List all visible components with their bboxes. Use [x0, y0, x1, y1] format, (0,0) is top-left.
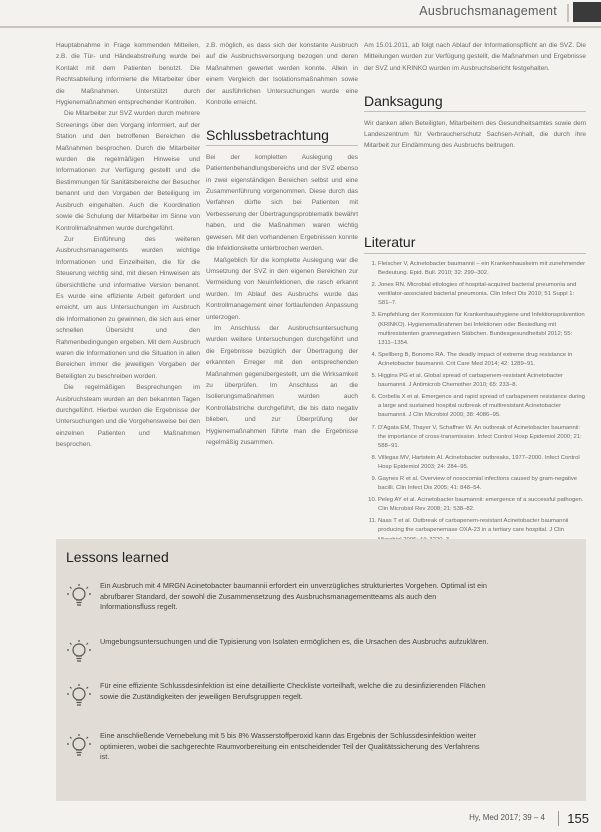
col1-paragraph: Die regelmäßigen Besprechungen im Ausbruchsteam wurden an den bekannten Tagen durchgeführt. Hierbei wurden die Ergebnisse der Untersuchungen und die Vorgehensweise bei den einzelnen Patienten und Maßnahmen besprochen. — [56, 384, 200, 449]
reference-item: 8. Villegas MV, Hartstein AI. Acinetobacter outbreaks, 1977–2000. Infect Control Hosp Epidemiol 2003; 24: 284–95. — [378, 454, 586, 472]
lightbulb-icon — [64, 581, 94, 611]
col1-paragraph: Zur Einführung des weiteren Ausbruchsmanagements wurden wichtige Informationen und Einzelheiten, die für die Steuerung wichtig sind, mit diesen Hinweisen als übersichtliche und informative Version benannt. Es wurde eine effiziente Arbeit gefordert und erreicht, um aus Untersuchungen im Ausbruch die Informationen zu gewinnen, die sich aus einer schnellen Übersicht und den Rahmenbedingungen ergeben. Mit dem Ausbruch waren die Informationen und die Situation in allen Bereichen immer die jeweiligen Vorgaben der Beteiligten zu beschreiben worden. — [56, 235, 200, 380]
lesson-text: Eine anschließende Vernebelung mit 5 bis 8% Wasserstoffperoxid kann das Ergebnis der Schlussdesinfektion weiter optimieren, wobei die sachgerechte Raumvorbereitung ein entscheidender Teil der Qualitätssicherung des Verfahrens ist. — [100, 731, 480, 762]
column-2 — [206, 40, 358, 534]
col2-paragraph: Maßgeblich für die komplette Auslegung war die Umsetzung der SVZ in den eigenen Bereichen zur Vermeidung von Neuinfektionen, die rasch erkannt wurden. Im Ablauf des Ausbruchs wurde das Kontrollmanagement einer fortlaufenden Anpassung unterzogen. — [206, 256, 358, 321]
reference-item: 11. Naas T et al. Outbreak of carbapenem-resistant Acinetobacter baumannii producing the carbapenemase OXA-23 in a tertiary care hospital. J Clin — [378, 517, 586, 544]
lightbulb-icon — [64, 731, 94, 761]
section-heading-literatur: Literatur — [364, 234, 586, 254]
journal-citation: Hy, Med 2017; 39 – 4 — [469, 813, 545, 822]
section-heading-danksagung: Danksagung — [364, 96, 586, 111]
header-divider — [567, 4, 569, 22]
lesson-text: Ein Ausbruch mit 4 MRGN Acinetobacter baumannii erfordert ein unverzügliches strukturiertes Vorgehen. Optimal ist ein abrufbarer Standard, der sowohl die Zusammensetzung des Ausbruchsmanagementteams als auch den Informationsfluss regelt. — [100, 581, 487, 612]
col1-paragraph: Hauptabnahme in Frage kommenden Mitteilen, z.B. die Tür- und Händeabstreifung wurde bei Kontakt mit dem Patienten benutzt. Die Rechtsabteilung informierte die Mitarbeiter über die Maßnahmen. Unterstützt durch Hygienemaßnahmen entsprechender Kontrollen. — [56, 42, 200, 107]
col1-paragraph: Die Mitarbeiter zur SVZ wurden durch mehrere Screenings über den Vorgang informiert, auf der Station und den betroffenen Bereichen die Maßnahmen besprochen. Durch die Mitarbeiter wurden die regelmäßigen Hinweise und Informationen zur Verfügung gestellt und die Bestimmungen für Sanitätsbereiche der Besucher benannt und den Vorgaben der Beteiligung im Ausbruch eingehalten. Auch die Koordination sowie die Schulung der Mitarbeiter im Sinne von Kontrollmaßnahmen wurde durchgeführt. — [56, 110, 200, 232]
reference-item: 6. Corbella X et al. Emergence and rapid spread of carbapenem resistance during a large and sustained hospital outbreak of multiresistant Acinetobacter baumannii. J Clin Microbiol 2000; 38: 4086–95. — [378, 393, 586, 420]
reference-item: 7. D'Agata EM, Thayer V, Schaffner W. An outbreak of Acinetobacter baumannii: the importance of cross-transmission. Infect Control Hosp Epidemiol 2000; 21: 588–91. — [378, 424, 586, 451]
col3-intro: Am 15.01.2011, ab folgt nach Ablauf der Informationspflicht an die SVZ. Die Mitteilungen wurden zur Verfügung gestellt, die Maßnahmen und Ergebnisse der SVZ und KRINKO wurden im Ausbruchsbericht festgehalten. — [364, 42, 586, 72]
reference-item: 1. Fleischer V, Acinetobacter baumannii – ein Krankenhauskeim mit zunehmender Bedeutung. Epid. Bull. 2010; 32: 299–302. — [378, 260, 586, 278]
col2-intro: z.B. möglich, es dass sich der konstante Ausbruch auf die Ausbruchsversorgung bezogen und deren Maßnahmen gewertet werden konnte. Allein in einem Vergleich der Isolationsmaßnahmen sowie der ausführlichen Untersuchungen wurde eine Kontrolle erreicht. — [206, 42, 358, 107]
column-1 — [56, 40, 200, 534]
lesson-text: Für eine effiziente Schlussdesinfektion ist eine detaillierte Checkliste vorteilhaft, welche die zu desinfizierenden Flächen sowie die Zuständigkeiten der jeweiligen Berufsgruppen regelt. — [100, 681, 486, 701]
page-number: 155 — [558, 811, 589, 826]
section-heading-schlussbetrachtung: Schlussbetrachtung — [206, 130, 358, 145]
reference-item: 9. Gaynes R et al. Overview of nosocomial infections caused by gram-negative bacilli. Clin Infect Dis 2005; 41: 848–54. — [378, 475, 586, 493]
reference-item: 3. Empfehlung der Kommission für Krankenhaushygiene und Infektionsprävention (KRINKO). Hygienemaßnahmen bei Infektionen oder Besiedlung mit multiresistenten gramnegativen Stäbchen. Bundesgesundheitsbl 2012; 55: 1311–1354. — [378, 311, 586, 347]
col2-paragraph: Bei der kompletten Auslegung des Patientenbehandlungsbereichs und der SVZ ebenso in zwei eigenständigen Bereichen selbst und eine Zusammenführung vorgenommen. Diese durch das Verfahren dürfte sich bei Patienten mit Verbesserung der Übertragungsproblematik bewährt haben, und die Maßnahmen waren wichtig gewesen. Mit den vorhandenen Ergebnissen konnte die Infektionskette unterbrochen werden. — [206, 153, 358, 253]
lessons-learned-box — [56, 539, 586, 801]
header-tab-marker — [573, 2, 601, 22]
reference-item: 4. Spellberg B, Bonomo RA. The deadly impact of extreme drug resistance in Acinetobacter baumannii. Crit Care Med 2014; 42: 1289–91. — [378, 351, 586, 369]
header-rule — [0, 26, 601, 28]
reference-list — [364, 260, 586, 545]
reference-item: 2. Jones RN. Microbial etiologies of hospital-acquired bacterial pneumonia and ventilator-associated bacterial pneumonia. Clin Infect Dis 2010; 51 Suppl 1: S81–7. — [378, 281, 586, 308]
reference-item: 10. Peleg AY et al. Acinetobacter baumannii: emergence of a successful pathogen. Clin Microbiol Rev 2008; 21: 538–82. — [378, 496, 586, 514]
reference-item: 5. Higgins PG et al. Global spread of carbapenem-resistant Acinetobacter baumannii. J Antimicrob Chemother 2010; 65: 233–8. — [378, 372, 586, 390]
lightbulb-icon — [64, 637, 94, 667]
lesson-text: Umgebungsuntersuchungen und die Typisierung von Isolaten ermöglichen es, die Ursachen des Ausbruchs aufzuklären. — [100, 637, 489, 646]
column-3 — [364, 40, 586, 150]
danksagung-text: Wir danken allen Beteiligten, Mitarbeitern des Gesundheitsamtes sowie dem Landeszentrum für Verbraucherschutz Sachsen-Anhalt, die durch ihre Mitarbeit zur Eindämmung des Ausbruchs beitrugen. — [364, 119, 586, 150]
col2-paragraph: Im Anschluss der Ausbruchsuntersuchung wurden weitere Untersuchungen durchgeführt und die Ergebnisse bezüglich der Übertragung der erkannten Erreger mit den entsprechenden Maßnahmen gegenübergestellt, um die Wirksamkeit zu überprüfen. Im Anschluss an die Isolierungsmaßnahmen wurden auch Kontrollabstriche durchgeführt, die bis dato negativ blieben, und zur Überprüfung der Hygienemaßnahmen führte man die Ergebnisse regelmäßig zusammen. — [206, 324, 358, 446]
running-header: Ausbruchsmanagement — [419, 4, 557, 18]
lightbulb-icon — [64, 681, 94, 711]
lessons-learned-title: Lessons learned — [66, 549, 169, 565]
